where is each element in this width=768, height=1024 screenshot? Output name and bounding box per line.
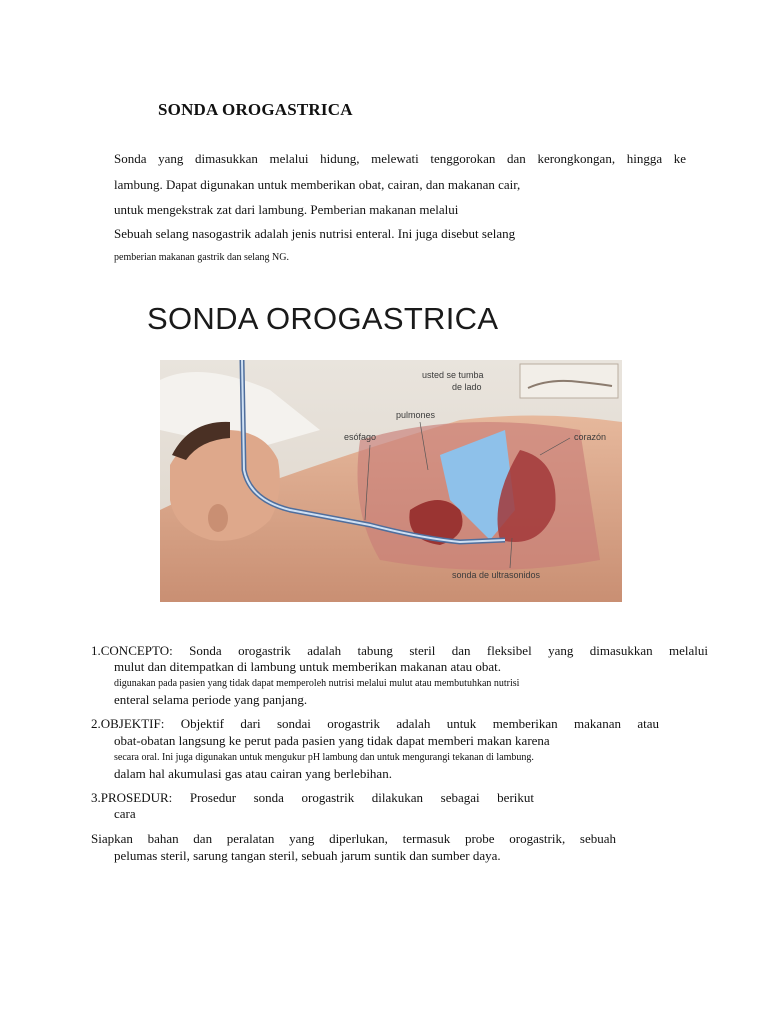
label-lungs: pulmones bbox=[396, 410, 436, 420]
label-heart: corazón bbox=[574, 432, 607, 442]
intro-line-5: pemberian makanan gastrik dan selang NG. bbox=[114, 252, 289, 263]
objective-line-3: secara oral. Ini juga digunakan untuk mengukur pH lambung dan untuk mengurangi tekanan di lambung. bbox=[114, 752, 534, 763]
label-esophagus: esófago bbox=[344, 432, 377, 442]
label-side: usted se tumba bbox=[422, 370, 484, 380]
concept-line-4: enteral selama periode yang panjang. bbox=[114, 692, 308, 707]
bullet-line-1: Siapkan bahan dan peralatan yang diperlukan, termasuk probe orogastrik, sebuah bbox=[91, 831, 616, 846]
concept-line-3: digunakan pada pasien yang tidak dapat memperoleh nutrisi melalui mulut atau membutuhkan nutrisi bbox=[114, 678, 520, 689]
concept-line-2: mulut dan ditempatkan di lambung untuk memberikan makanan atau obat. bbox=[114, 659, 502, 674]
figure-heading: SONDA OROGASTRICA bbox=[147, 301, 499, 336]
document-title: SONDA OROGASTRICA bbox=[158, 100, 353, 119]
bullet-line-2: pelumas steril, sarung tangan steril, sebuah jarum suntik dan sumber daya. bbox=[114, 848, 501, 863]
intro-line-2: lambung. Dapat digunakan untuk memberikan obat, cairan, dan makanan cair, bbox=[114, 177, 521, 192]
procedure-line-1: 3.PROSEDUR: Prosedur sonda orogastrik dilakukan sebagai berikut bbox=[91, 790, 534, 805]
objective-line-1: 2.OBJEKTIF: Objektif dari sondai orogastrik adalah untuk memberikan makanan atau bbox=[91, 716, 659, 731]
medical-illustration bbox=[160, 360, 622, 602]
intro-line-3: untuk mengekstrak zat dari lambung. Pemberian makanan melalui bbox=[114, 202, 459, 217]
objective-line-4: dalam hal akumulasi gas atau cairan yang berlebihan. bbox=[114, 766, 392, 781]
intro-line-4: Sebuah selang nasogastrik adalah jenis nutrisi enteral. Ini juga disebut selang bbox=[114, 226, 516, 241]
label-side-2: de lado bbox=[452, 382, 482, 392]
concept-line-1: 1.CONCEPTO: Sonda orogastrik adalah tabung steril dan fleksibel yang dimasukkan melalui bbox=[91, 643, 708, 658]
intro-line-1: Sonda yang dimasukkan melalui hidung, melewati tenggorokan dan kerongkongan, hingga ke bbox=[114, 151, 686, 166]
patient-ear bbox=[208, 504, 228, 532]
procedure-line-2: cara bbox=[114, 806, 136, 821]
objective-line-2: obat-obatan langsung ke perut pada pasien yang tidak dapat memberi makan karena bbox=[114, 733, 550, 748]
label-probe: sonda de ultrasonidos bbox=[452, 570, 541, 580]
